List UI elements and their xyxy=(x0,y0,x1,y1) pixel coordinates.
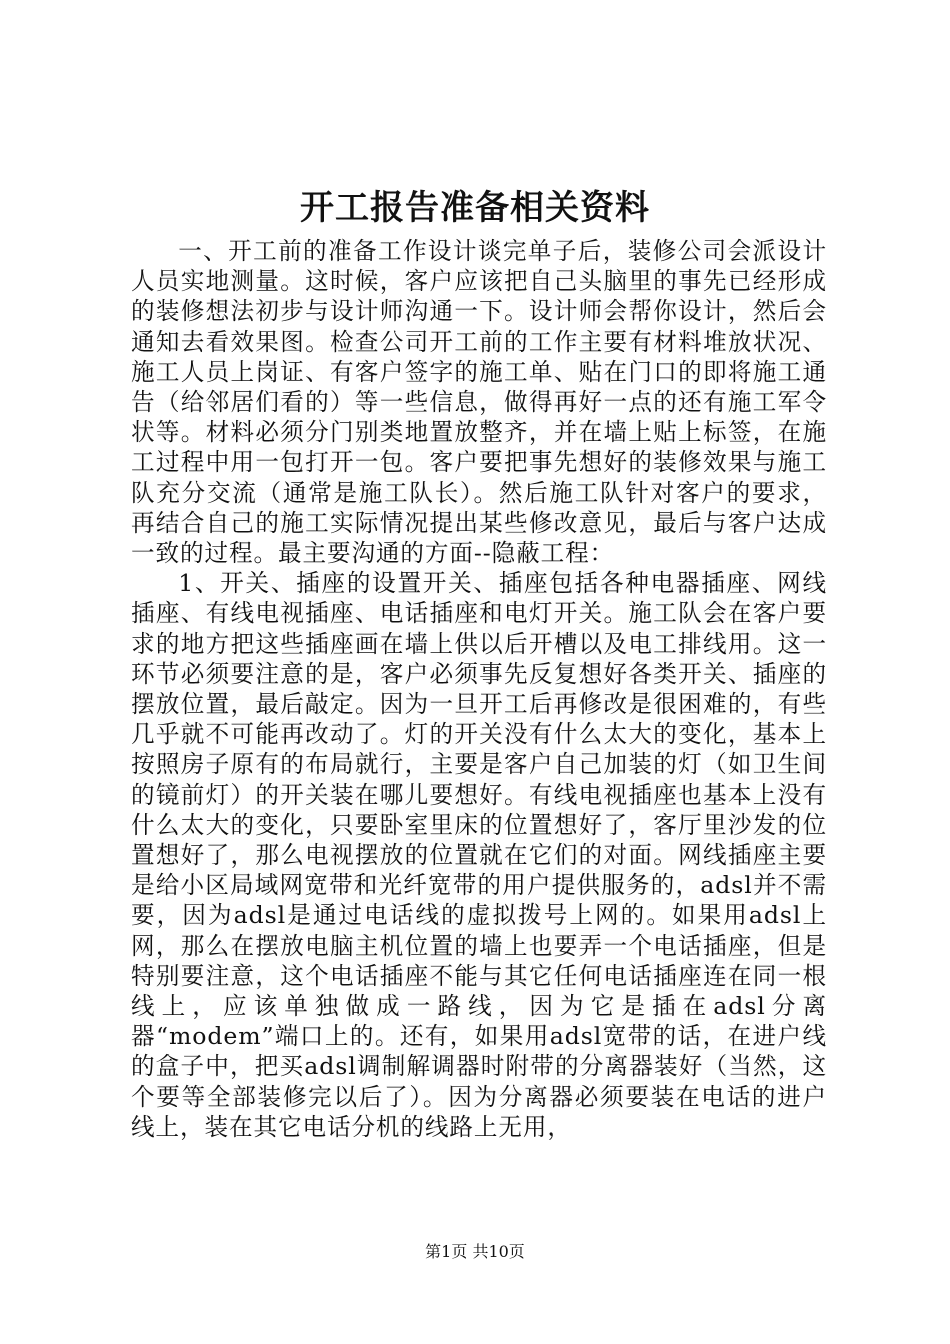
document-title: 开工报告准备相关资料 xyxy=(300,188,650,228)
paragraph-preparation: 一、开工前的准备工作设计谈完单子后，装修公司会派设计人员实地测量。这时候，客户应该把自己头脑里的事先已经形成的装修想法初步与设计师沟通一下。设计师会帮你设计，然后会通知去看效果图。检查公司开工前的工作主要有材料堆放状况、施工人员上岗证、有客户签字的施工单、贴在门口的即将施工通告（给邻居们看的）等一些信息，做得再好一点的还有施工军令状等。材料必须分门别类地置放整齐，并在墙上贴上标签，在施工过程中用一包打开一包。客户要把事先想好的装修效果与施工队充分交流（通常是施工队长）。然后施工队针对客户的要求，再结合自己的施工实际情况提出某些修改意见，最后与客户达成一致的过程。最主要沟通的方面--隐蔽工程： xyxy=(131,237,827,568)
page-footer: 第1页 共10页 xyxy=(425,1242,525,1261)
document-body xyxy=(131,236,827,1142)
paragraph-switches-sockets: 1、开关、插座的设置开关、插座包括各种电器插座、网线插座、有线电视插座、电话插座和电灯开关。施工队会在客户要求的地方把这些插座画在墙上供以后开槽以及电工排线用。这一环节必须要注意的是，客户必须事先反复想好各类开关、插座的摆放位置，最后敲定。因为一旦开工后再修改是很困难的，有些几乎就不可能再改动了。灯的开关没有什么太大的变化，基本上按照房子原有的布局就行，主要是客户自己加装的灯（如卫生间的镜前灯）的开关装在哪儿要想好。有线电视插座也基本上没有什么太大的变化，只要卧室里床的位置想好了，客厅里沙发的位置想好了，那么电视摆放的位置就在它们的对面。网线插座主要是给小区局域网宽带和光纤宽带的用户提供服务的，adsl并不需要，因为adsl是通过电话线的虚拟拨号上网的。如果用adsl上网，那么在摆放电脑主机位置的墙上也要弄一个电话插座，但是特别要注意，这个电话插座不能与其它任何电话插座连在同一根线上，应该单独做成一路线，因为它是插在adsl分离器“modem”端口上的。还有，如果用adsl宽带的话，在进户线的盒子中，把买adsl调制解调器时附带的分离器装好（当然，这个要等全部装修完以后了）。因为分离器必须要装在电话的进户线上，装在其它电话分机的线路上无用， xyxy=(131,569,827,1141)
